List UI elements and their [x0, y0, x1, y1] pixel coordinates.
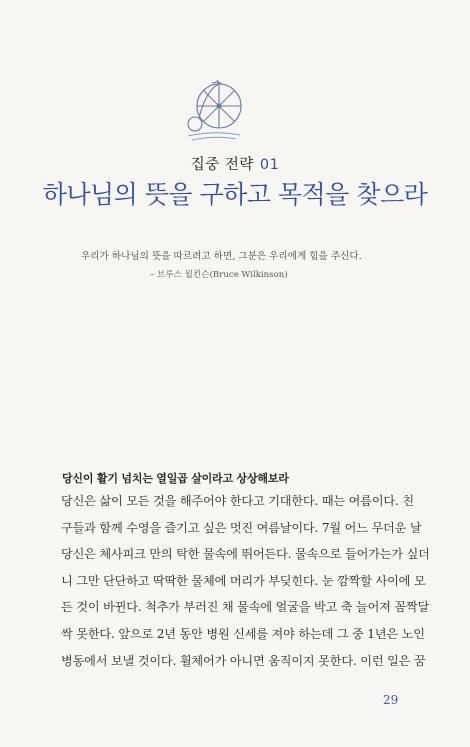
- page-number: 29: [383, 693, 399, 707]
- section-heading: 당신이 활기 넘치는 열일곱 살이라고 상상해보라: [62, 472, 289, 485]
- strategy-label-text: 집중 전략: [190, 157, 254, 173]
- chapter-title: 하나님의 뜻을 구하고 목적을 찾으라: [42, 180, 428, 209]
- body-line: 니 그만 단단하고 딱딱한 물체에 머리가 부딪힌다. 눈 깜짝할 사이에 모: [61, 573, 426, 588]
- strategy-number: 01: [259, 157, 280, 173]
- epigraph-quote: 우리가 하나님의 뜻을 따르려고 하면, 그분은 우리에게 힘을 주신다.: [81, 251, 362, 262]
- penny-farthing-bicycle-icon: [184, 80, 244, 142]
- body-line: 든 것이 바뀐다. 척추가 부러진 채 물속에 얼굴을 박고 축 늘어져 꼼짝달: [61, 600, 430, 615]
- body-line: 당신은 체사피크 만의 탁한 물속에 뛰어든다. 물속으로 들어가는가 싶더: [61, 547, 430, 562]
- epigraph-author: – 브루스 윌킨슨(Bruce Wilkinson): [150, 270, 288, 280]
- body-line: 구들과 함께 수영을 즐기고 싶은 멋진 여름날이다. 7월 어느 무더운 날: [61, 520, 422, 535]
- strategy-label: [0, 153, 470, 174]
- body-line: 병동에서 보낼 것이다. 휠체어가 아니면 움직이지 못한다. 이런 일은 꿈: [61, 653, 426, 668]
- body-paragraph: [61, 488, 430, 674]
- body-line: 당신은 삶이 모든 것을 해주어야 한다고 기대한다. 때는 여름이다. 친: [61, 494, 414, 508]
- body-line: 싹 못한다. 앞으로 2년 동안 병원 신세를 져야 하는데 그 중 1년은 노인: [61, 626, 425, 641]
